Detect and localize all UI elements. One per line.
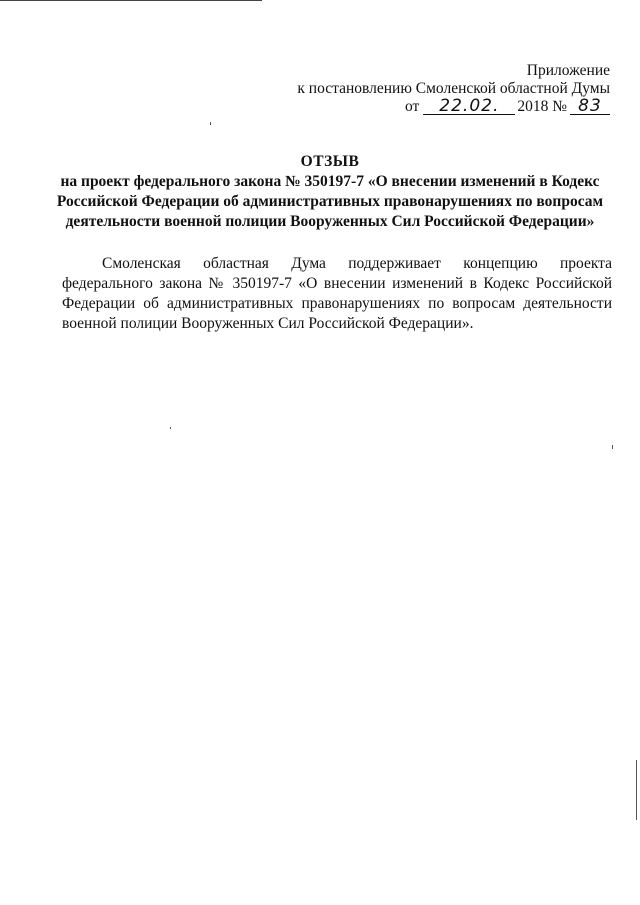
title-subject: на проект федерального закона № 350197-7 «О внесении изменений в Кодекс Российской Федерации об административных правонарушениях по вопросам деятельности военной полиции Вооруженных Сил Российской Федерации» [56,173,604,230]
handwritten-number: 83 [570,98,610,115]
appendix-label: Приложение [526,62,610,79]
year-number-label: 2018 № [517,98,567,115]
scan-speck [612,445,613,449]
date-prefix: от [405,98,420,115]
scan-speck [636,760,637,820]
scan-speck [170,427,171,429]
date-number-line [297,98,610,116]
resolution-reference: к постановлению Смоленской областной Думы [297,80,610,97]
document-title [40,152,620,232]
body-paragraph: Смоленская областная Дума поддерживает концепцию проекта федерального закона № 350197-7 «О внесении изменений в Кодекс Российской Федерации об административных правонарушениях по вопросам деятельности военной полиции Вооруженных Сил Российской Федерации». [62,254,612,332]
scan-speck [210,122,211,125]
handwritten-date: 22.02. [423,98,515,115]
appendix-header [297,62,610,116]
title-heading: ОТЗЫВ [300,153,360,170]
scan-edge-line [0,0,262,1]
